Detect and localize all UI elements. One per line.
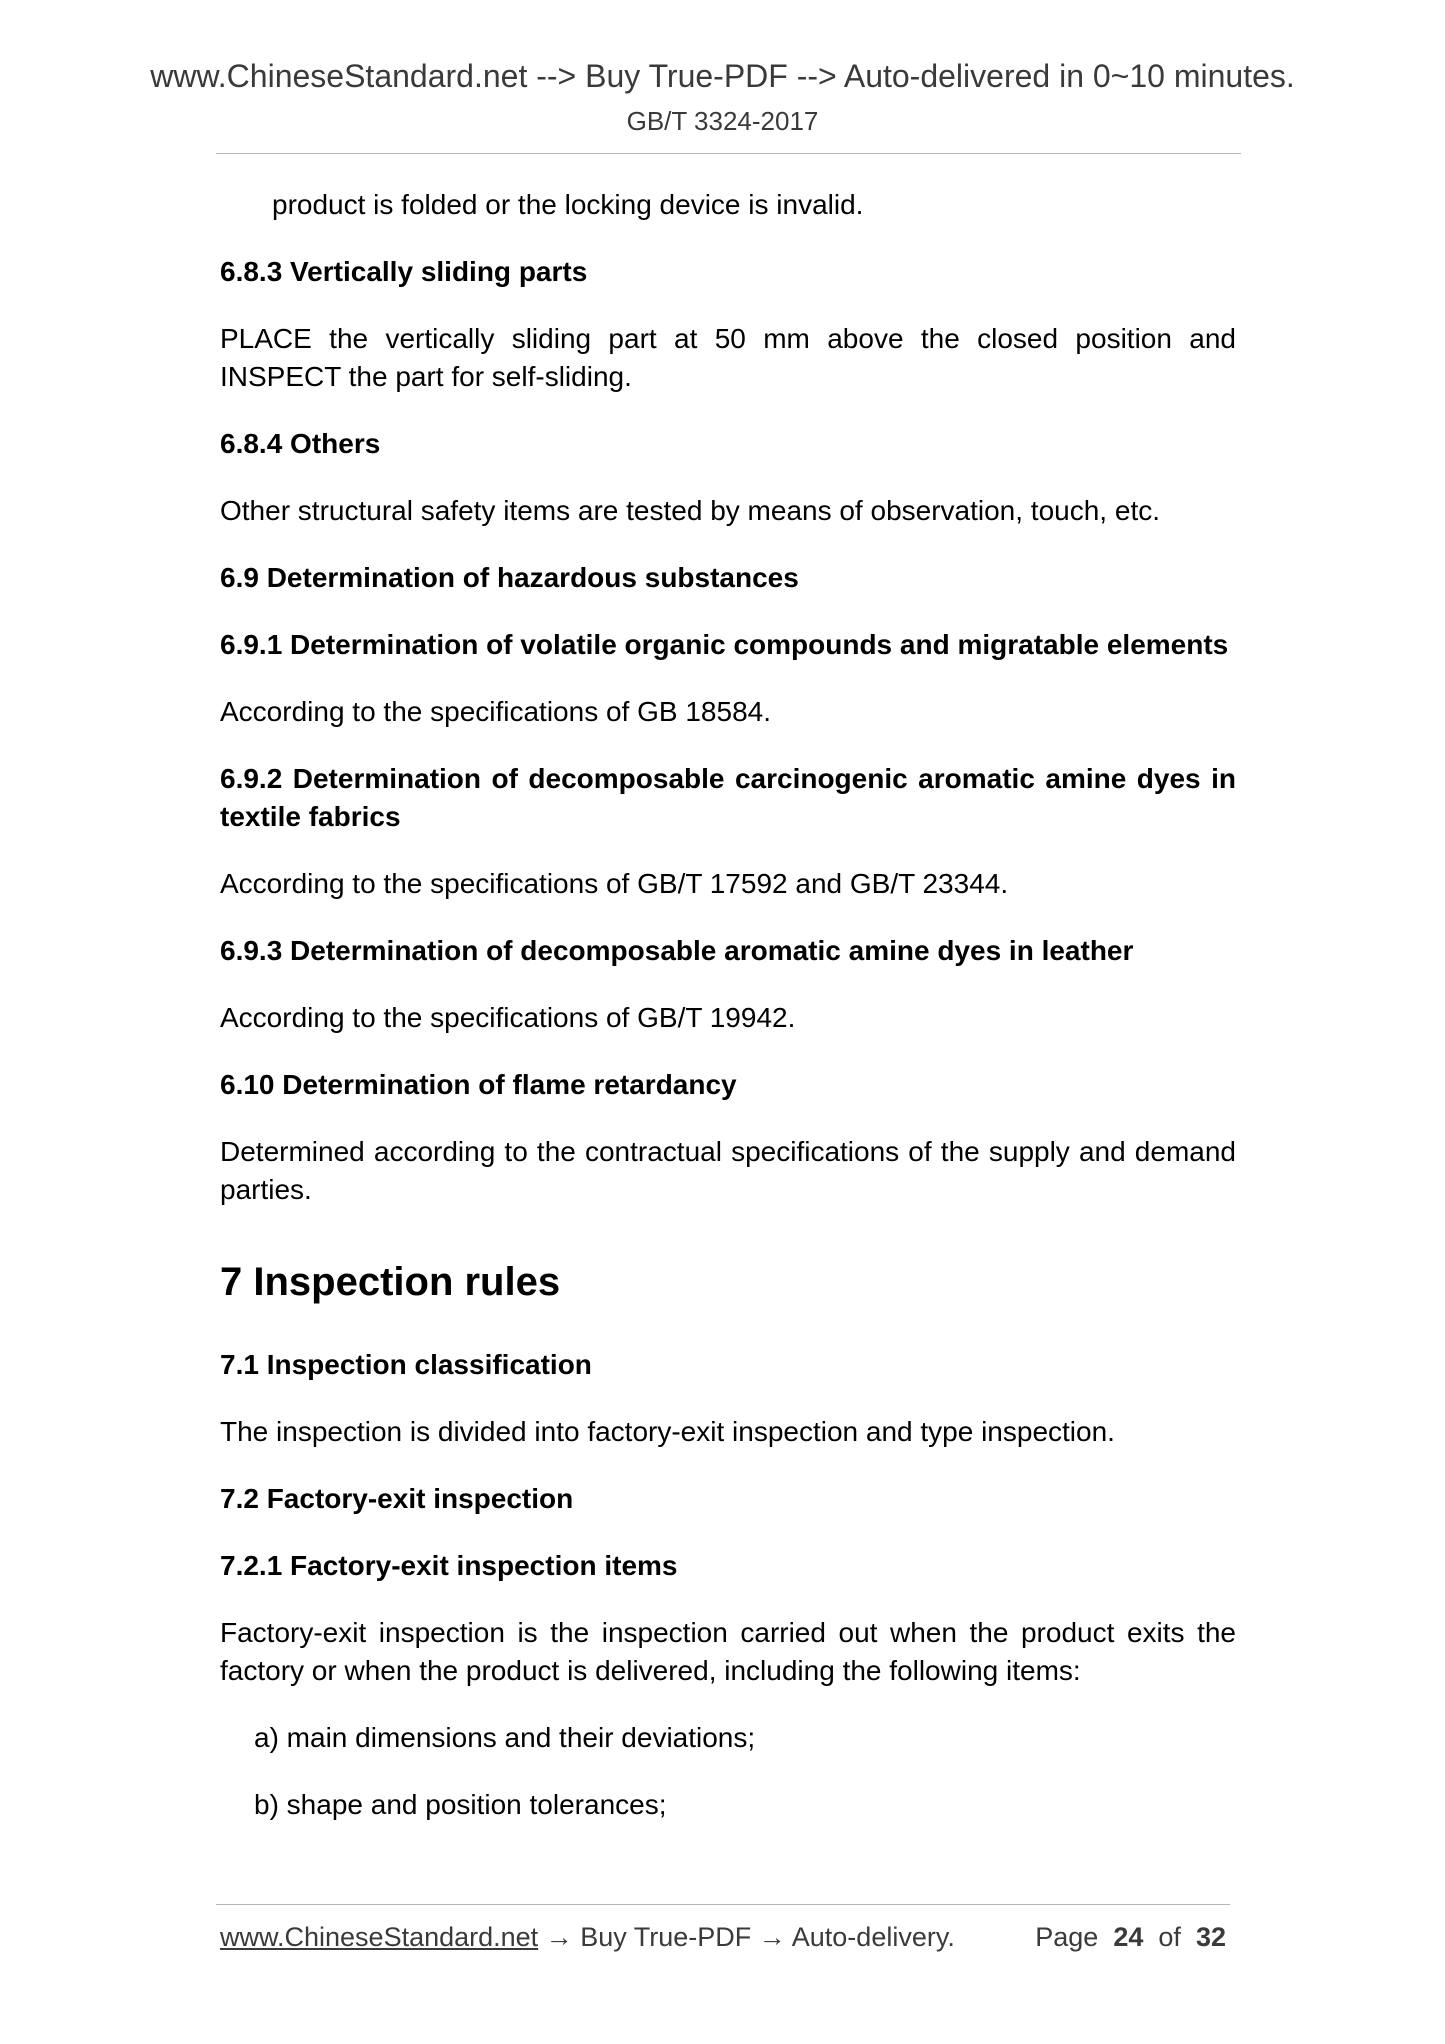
list-item-a: a) main dimensions and their deviations; [254,1722,756,1753]
page-label: Page [1035,1922,1099,1952]
heading-7-2-1: 7.2.1 Factory-exit inspection items [220,1550,678,1581]
paragraph-continuation: product is folded or the locking device is invalid. [272,189,864,220]
page-content [220,186,1236,1853]
heading-6-9-2: 6.9.2 Determination of decomposable carcinogenic aromatic amine dyes in textile fabrics [220,763,1236,832]
of-label: of [1158,1922,1181,1952]
auto-delivery-text: Auto-delivery. [791,1922,955,1952]
header-banner: www.ChineseStandard.net --> Buy True-PDF --> Auto-delivered in 0~10 minutes. [150,58,1295,94]
heading-7-2: 7.2 Factory-exit inspection [220,1483,574,1514]
heading-6-9-1: 6.9.1 Determination of volatile organic compounds and migratable elements [220,629,1229,660]
footer-divider [216,1904,1230,1905]
current-page: 24 [1113,1922,1144,1952]
heading-6-10: 6.10 Determination of flame retardancy [220,1069,737,1100]
paragraph-7-2-1: Factory-exit inspection is the inspection carried out when the product exits the factory or when the product is delivered, including the following items: [220,1617,1236,1686]
buy-pdf-text: Buy True-PDF [580,1922,752,1952]
paragraph-6-9-3: According to the specifications of GB/T 19942. [220,1002,796,1033]
document-id: GB/T 3324-2017 [626,106,819,136]
heading-6-8-4: 6.8.4 Others [220,428,381,459]
paragraph-6-8-3: PLACE the vertically sliding part at 50 mm above the closed position and INSPECT the part for self-sliding. [220,323,1236,392]
list-item-b: b) shape and position tolerances; [254,1789,667,1820]
paragraph-6-10: Determined according to the contractual specifications of the supply and demand parties. [220,1136,1236,1205]
paragraph-6-8-4: Other structural safety items are tested by means of observation, touch, etc. [220,495,1160,526]
arrow-icon: → [538,1922,581,1952]
chapter-heading-7: 7 Inspection rules [220,1260,561,1304]
paragraph-6-9-1: According to the specifications of GB 18584. [220,696,771,727]
total-pages: 32 [1195,1922,1226,1952]
heading-6-9-3: 6.9.3 Determination of decomposable aromatic amine dyes in leather [220,935,1134,966]
paragraph-7-1: The inspection is divided into factory-exit inspection and type inspection. [220,1416,1115,1447]
heading-7-1: 7.1 Inspection classification [220,1349,592,1380]
paragraph-6-9-2: According to the specifications of GB/T 17592 and GB/T 23344. [220,868,1009,899]
header-divider [216,153,1241,154]
heading-6-9: 6.9 Determination of hazardous substances [220,562,799,593]
arrow-icon: → [751,1922,792,1952]
heading-6-8-3: 6.8.3 Vertically sliding parts [220,256,588,287]
footer-links [220,1922,955,1953]
website-link[interactable]: www.ChineseStandard.net [220,1922,539,1952]
page-number [1035,1922,1226,1953]
